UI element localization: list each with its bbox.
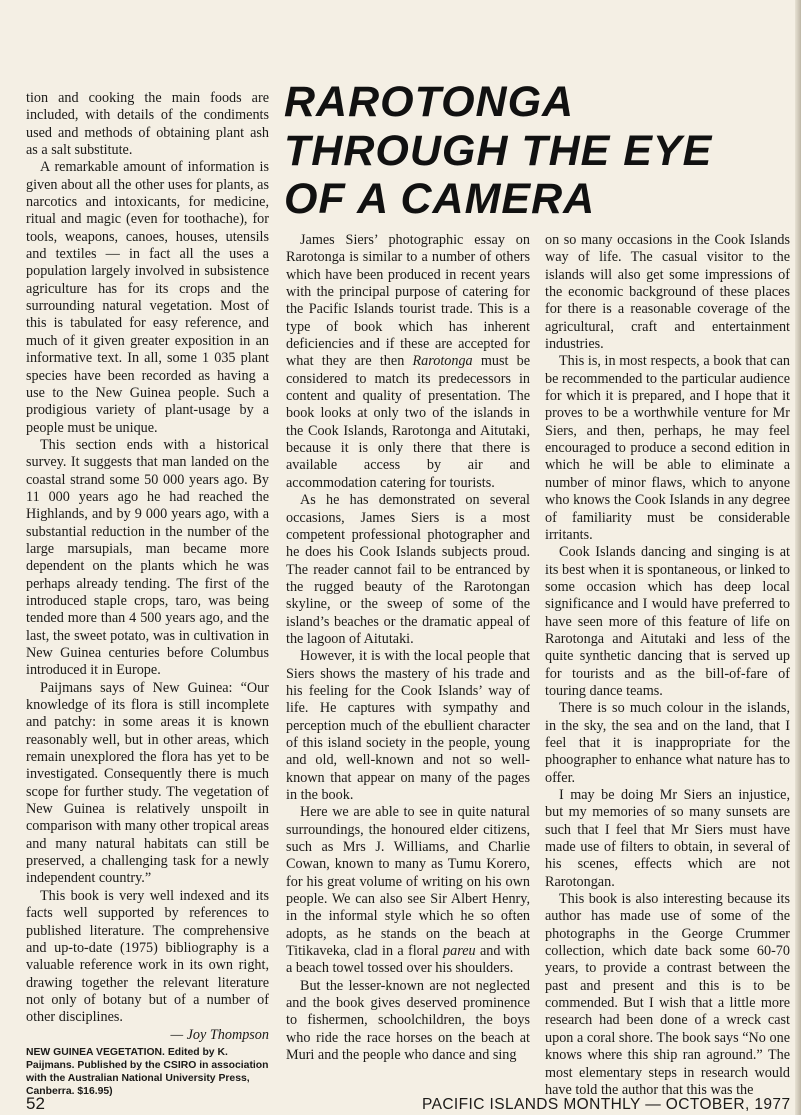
previous-review-column — [26, 90, 269, 1098]
body-paragraph: However, it is with the local people that Siers shows the mastery of his trade and his feeling for the Cook Islands’ way of life. He captures with sympathy and perception much of the ebullient character of this island society in the people, young and old, well-known and not so well-known that appear on many of the pages in the book. — [286, 648, 530, 803]
review-byline: — Joy Thompson — [170, 1026, 269, 1043]
italic-term: pareu — [443, 943, 476, 960]
body-paragraph: Paijmans says of New Guinea: “Our knowledge of its flora is still incomplete and patchy: in some areas it is known reasonably well, but in other areas, which remain unexplored the flora has yet to be investigated. Consequently there is much scope for further study. The vegetation of New Guinea is relatively unspoilt in comparison with many other tropical areas and many natural habitats can still be preserved, a challenging task for a newly independent country.” — [26, 679, 269, 887]
body-paragraph: This is, in most respects, a book that can be recommended to the particular audience for which it is prepared, and I hope that it proves to be a worthwhile venture for Mr Siers, and then, perhaps, he may feel encouraged to produce a second edition in which he will be able to eliminate a number of minor flaws, which to anyone who knows the Cook Islands in any degree of familiarity must be considerable irritants. — [545, 353, 790, 543]
body-paragraph: James Siers’ photographic essay on Rarotonga is similar to a number of others which have been produced in recent years with the principal purpose of catering for the Pacific Islands tourist trade. This is a type of book which has inherent deficiencies and if these are accepted for what they are then Rarotonga must be considered to match its predecessors in content and quality of presentation. The book looks at only two of the islands in the Cook Islands, Rarotonga and Aitutaki, because it is only there that there is available access by air and accommodation catering for tourists. — [286, 232, 531, 491]
headline-line: RAROTONGA — [284, 78, 575, 126]
headline-line: OF A CAMERA — [284, 175, 596, 223]
body-paragraph: There is so much colour in the islands, in the sky, the sea and on the land, that I feel that it is inappropriate for the phoographer to enhance what nature has to offer. — [545, 700, 790, 786]
body-paragraph: Cook Islands dancing and singing is at its best when it is spontaneous, or linked to some occasion which has deep local significance and I would have preferred to have seen more of this feature of life on Rarotonga and Aitutaki and less of the quite synthetic dancing that is served up for tourists and as the bill-of-fare of touring dance teams. — [545, 544, 790, 699]
page-edge-shadow — [795, 0, 801, 1115]
body-paragraph: As he has demonstrated on several occasions, James Siers is a most competent professional photographer and he does his Cook Islands subjects proud. The reader cannot fail to be entranced by the rugged beauty of the Rarotongan skyline, or the sweep of some of the island’s beaches or the dramatic appeal of the lagoon of Aitutaki. — [286, 492, 530, 647]
body-paragraph: This book is very well indexed and its facts well supported by references to published literature. The comprehensive and up-to-date (1975) bibliography is a valuable reference work in its own right, drawing together the relevant literature not only of botany but of a number of other disciplines. — [26, 887, 269, 1026]
body-paragraph: tion and cooking the main foods are included, with details of the condiments used and methods of obtaining plant ash as a salt substitute. — [26, 90, 269, 159]
book-credit-details: Edited by K. Paijmans. Published by the CSIRO in association with the Australian National University Press, Canberra. $16.95) — [26, 1046, 269, 1097]
book-credit-title: NEW GUINEA VEGETATION. — [26, 1046, 165, 1058]
body-paragraph: Here we are able to see in quite natural surroundings, the honoured elder citizens, such as Mrs J. Williams, and Charlie Cowan, known to many as Tumu Korero, for his great volume of writing on his own people. We can also see Sir Albert Henry, in the informal style which he so often adopts, as he stands on the beach at Titikaveka, clad in a floral pareu and with a beach towel tossed over his shoulders. — [286, 804, 530, 977]
italic-term: Rarotonga — [412, 353, 473, 370]
body-paragraph: This section ends with a historical survey. It suggests that man landed on the coastal strand some 50 000 years ago. By 11 000 years ago he had reached the Highlands, and by 9 000 years ago, with a substantial reduction in the number of the large marsupials, man became more dependent on the plants which he was perhaps already tending. The first of the introduced staple crops, taro, was being tended more than 4 500 years ago, and the last, the sweet potato, was in cultivation in New Guinea centuries before Columbus introduced it in Europe. — [26, 436, 269, 679]
article-column-2 — [286, 232, 530, 1065]
publication-footer: PACIFIC ISLANDS MONTHLY — OCTOBER, 1977 — [422, 1096, 791, 1113]
headline-line: THROUGH THE EYE — [284, 126, 713, 175]
body-paragraph: But the lesser-known are not neglected and the book gives deserved prominence to fishermen, schoolchildren, the boys who ride the race horses on the beach at Muri and the people who dance and sing — [286, 977, 530, 1064]
body-paragraph: on so many occasions in the Cook Islands way of life. The casual visitor to the islands will also get some impressions of the economic background of these places for there is a reasonable coverage of the agricultural, craft and entertainment industries. — [545, 232, 790, 353]
body-paragraph: A remarkable amount of information is given about all the other uses for plants, as narcotics and intoxicants, for medicine, ritual and magic (even for toothache), for tools, weapons, canoes, houses, utensils and textiles — in fact all the uses a population largely involved in subsistence agriculture has for its crops and the surrounding natural vegetation. Most of this is tabulated for easy reference, and much of it given greater exposition in an informative text. In all, some 1 035 plant species have been recorded as having a use to the New Guinea people. Such a prodigious variety of plant-usage by a people must be unique. — [26, 159, 269, 436]
article-headline — [284, 78, 789, 224]
body-paragraph: This book is also interesting because its author has made use of some of the photographs in the George Crummer collection, which date back some 60-70 years, to provide a contrast between the past and present and this is to be commended. But I wish that a little more research had been done of a wreck cast upon a coral shore. The book says “No one knows where this ship ran aground.” The most elementary steps in research would have told the author that this was the — [545, 891, 790, 1098]
body-paragraph: I may be doing Mr Siers an injustice, but my memories of so many sunsets are such that I feel that Mr Siers must have made use of filters to obtain, in several of his scenes, effects which are not Rarotongan. — [545, 787, 790, 890]
book-credit — [26, 1046, 269, 1098]
page-number: 52 — [26, 1094, 45, 1113]
article-column-3 — [545, 232, 790, 1099]
